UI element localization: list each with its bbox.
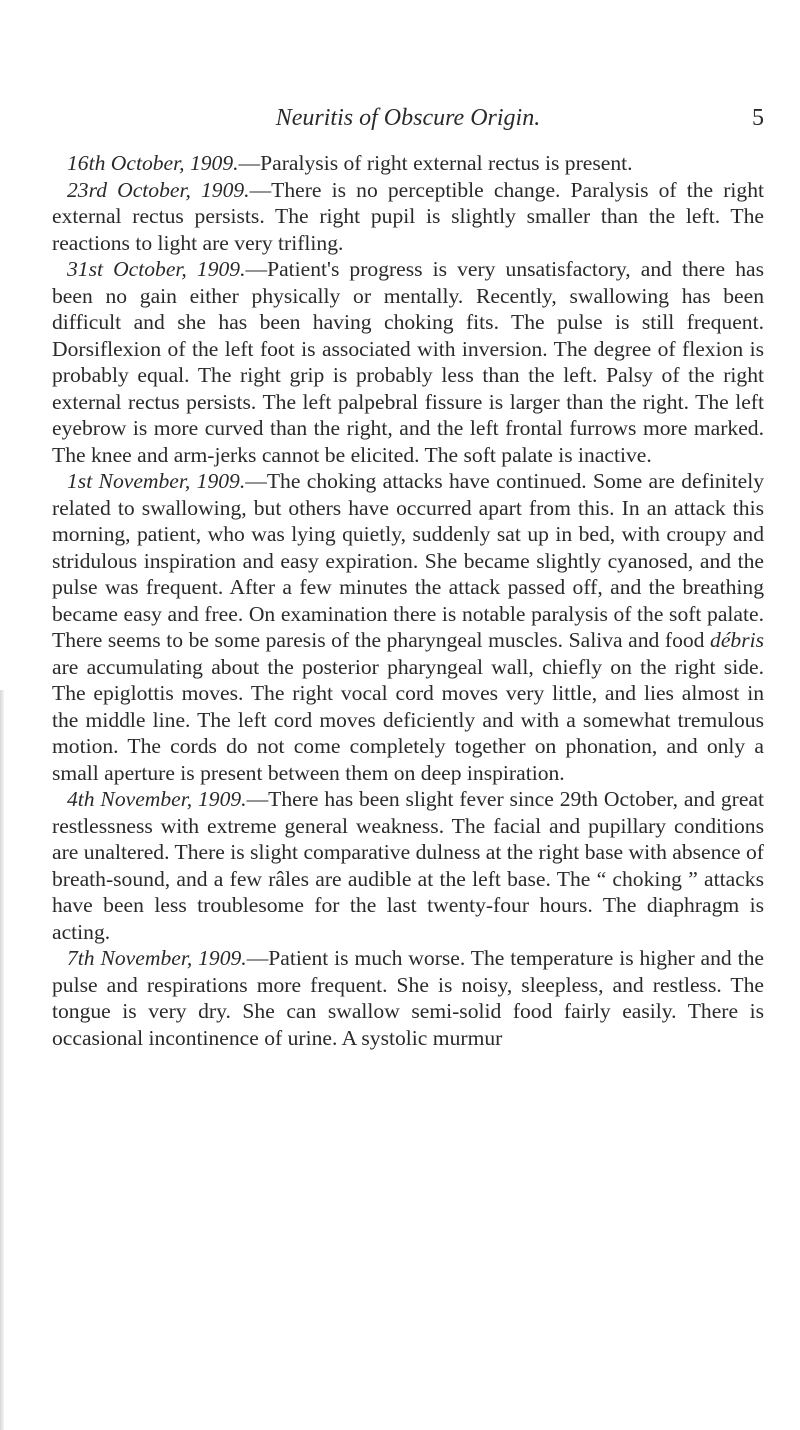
running-title: Neuritis of Obscure Origin. (275, 105, 541, 131)
entry-text: —Patient's progress is very unsatisfactory, and there has been no gain either physically or mentally. Recently, swallowing has been difficult and she has been having choking fits. The pulse is still frequent. Dorsiflexion of the left foot is associated with inversion. The degree of flexion is probably equal. The right grip is probably less than the left. Palsy of the right external rectus persists. The left palpebral fissure is larger than the right. The left eyebrow is more curved than the right, and the left frontal furrows more marked. The knee and arm-jerks cannot be elicited. The soft palate is inactive. (52, 257, 764, 467)
entry-7-november (52, 945, 764, 1051)
entry-23-october (52, 177, 764, 257)
entry-date: 4th November, 1909. (67, 787, 247, 811)
entry-1-november (52, 468, 764, 786)
entry-text: —There has been slight fever since 29th October, and great restlessness with extreme general weakness. The facial and pupillary conditions are unaltered. There is slight comparative dulness at the right base with absence of breath-sound, and a few râles are audible at the left base. The “ choking ” attacks have been less troublesome for the last twenty-four hours. The diaphragm is acting. (52, 787, 764, 944)
page-number: 5 (752, 105, 764, 131)
book-page (52, 98, 764, 1051)
entry-date: 31st October, 1909. (67, 257, 246, 281)
case-notes (52, 150, 764, 1051)
entry-text-continued: are accumulating about the posterior pharyngeal wall, chiefly on the right side. The epiglottis moves. The right vocal cord moves very little, and lies almost in the middle line. The left cord moves deficiently and with a somewhat tremulous motion. The cords do not come completely together on phonation, and only a small aperture is present between them on deep inspiration. (52, 654, 764, 785)
entry-text: —The choking attacks have continued. Some are definitely related to swallowing, but others have occurred apart from this. In an attack this morning, patient, who was lying quietly, suddenly sat up in bed, with croupy and stridulous inspiration and easy expiration. She became slightly cyanosed, and the pulse was frequent. After a few minutes the attack passed off, and the breathing became easy and free. On examination there is notable paralysis of the soft palate. There seems to be some paresis of the pharyngeal muscles. Saliva and food (52, 469, 764, 652)
running-head (52, 98, 764, 138)
scan-margin-shadow (0, 690, 4, 1430)
entry-31-october (52, 256, 764, 468)
entry-date: 23rd October, 1909. (67, 177, 250, 202)
entry-text: —Paralysis of right external rectus is present. (238, 151, 633, 175)
entry-date: 16th October, 1909. (67, 151, 239, 175)
entry-16-october (52, 150, 764, 177)
entry-date: 1st November, 1909. (67, 469, 246, 493)
entry-text: —There is no perceptible change. Paralysis of the right external rectus persists. The right pupil is slightly smaller than the left. The reactions to light are very trifling. (52, 177, 764, 255)
italic-term: débris (710, 628, 764, 652)
entry-text: —Patient is much worse. The temperature is higher and the pulse and respirations more frequent. She is noisy, sleepless, and restless. The tongue is very dry. She can swallow semi-solid food fairly easily. There is occasional incontinence of urine. A systolic murmur (52, 946, 764, 1050)
entry-4-november (52, 786, 764, 945)
entry-date: 7th November, 1909. (67, 946, 247, 970)
